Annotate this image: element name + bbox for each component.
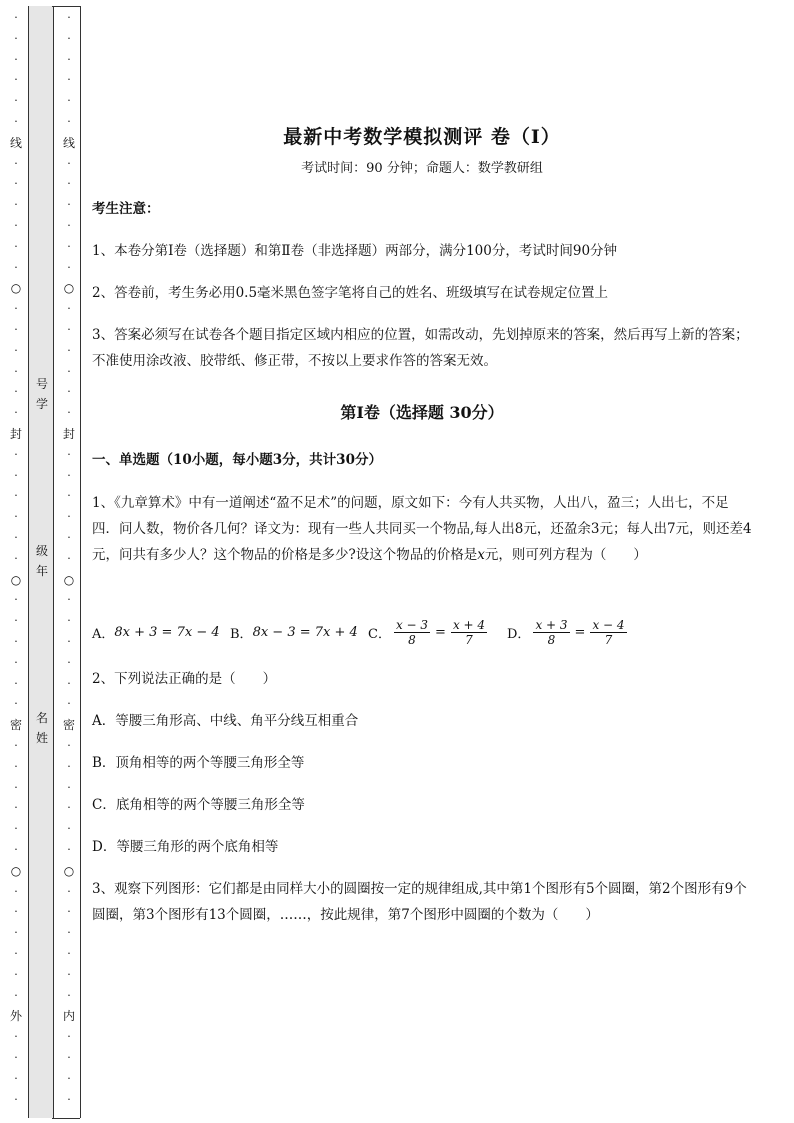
left-seal-dot: · <box>14 11 18 24</box>
right-seal-dot: · <box>67 593 71 607</box>
left-seal-label-3: 封 <box>9 427 22 441</box>
question-1-stem: 1、《九章算术》中有一道阐述“盈不足术”的问题，原文如下：今有人共买物，人出八，盈三；人出七，不足四．问人数，物价各几何？译文为：现有一些人共同买一个物品,每人出8元，还盈余3元；每人出7元，则还差4元，问共有多少人？这个物品的价格是多少?设这个物品的价格是 <box>92 495 752 563</box>
option-c-fraction-right: $\frac{x + 4}{7}$ <box>452 617 486 647</box>
left-seal-dot: · <box>14 614 18 628</box>
right-seal-dot: · <box>67 468 71 482</box>
left-seal-line <box>9 0 23 1123</box>
right-seal-dot: · <box>67 115 71 128</box>
notice-item-2: 2、答卷前，考生务必用0.5毫米黑色签字笔将自己的姓名、班级填写在试卷规定位置上 <box>92 285 609 301</box>
right-seal-label-6: ○ <box>63 863 75 878</box>
binding-margin <box>0 0 86 1123</box>
left-seal-dot: · <box>14 447 18 461</box>
right-seal-dot: · <box>67 156 71 170</box>
left-seal-dot: · <box>14 697 18 711</box>
right-seal-dot: · <box>67 323 71 336</box>
right-seal-label-7: 内 <box>62 1009 75 1024</box>
right-seal-dot: · <box>67 697 71 711</box>
right-seal-label-3: 封 <box>62 427 75 441</box>
left-seal-label-5: 密 <box>9 718 22 733</box>
right-seal-dot: · <box>67 531 71 544</box>
left-seal-dot: · <box>14 676 18 690</box>
left-seal-label-6: ○ <box>10 863 22 878</box>
field-label-ming: 名 <box>35 711 48 725</box>
left-seal-dot: · <box>14 302 18 316</box>
field-label-xue: 学 <box>35 397 48 411</box>
page-title: 最新中考数学模拟测评 卷（Ⅰ） <box>283 126 561 148</box>
question-1-variable: x <box>477 547 485 563</box>
right-seal-label-1: 线 <box>62 135 75 150</box>
left-seal-dot: · <box>14 926 18 940</box>
right-seal-dot: · <box>67 94 71 108</box>
right-seal-dot: · <box>67 364 71 378</box>
notice-item-1: 1、本卷分第Ⅰ卷（选择题）和第Ⅱ卷（非选择题）两部分，满分100分，考试时间90分钟 <box>92 243 618 259</box>
left-seal-dot: · <box>14 489 18 503</box>
right-seal-dot: · <box>67 905 71 919</box>
question-3-stem: 3、观察下列图形：它们都是由同样大小的圆圈按一定的规律组成,其中第1个图形有5个圆圈，第2个图形有9个圆圈，第3个图形有13个圆圈，……，按此规律，第7个图形中圆圈的个数为（ ） <box>92 881 747 923</box>
right-seal-dot: · <box>67 884 71 898</box>
left-seal-dot: · <box>14 385 18 399</box>
question-1-stem-end: 元，则可列方程为（ ） <box>484 547 647 563</box>
exam-info: 考试时间：90 分钟；命题人：数学教研组 <box>301 161 543 176</box>
question-1-options <box>92 614 752 650</box>
left-seal-dot: · <box>14 905 18 919</box>
question-2-stem: 2、下列说法正确的是（ ） <box>92 671 277 687</box>
left-seal-dot: · <box>14 822 18 836</box>
left-seal-dot: · <box>14 73 18 87</box>
left-seal-dot: · <box>14 156 18 170</box>
right-seal-dot: · <box>67 489 71 503</box>
left-seal-dot: · <box>14 551 18 565</box>
right-seal-dot: · <box>67 239 71 253</box>
left-seal-dot: · <box>14 655 18 669</box>
left-seal-label-1: 线 <box>9 135 22 150</box>
left-seal-dot: · <box>14 988 18 1002</box>
left-seal-label-4: ○ <box>10 572 22 587</box>
part-heading: 一、单选题（10小题，每小题3分，共计30分） <box>92 452 382 468</box>
right-seal-dot: · <box>67 1051 71 1064</box>
question-2-option-a[interactable]: A．等腰三角形高、中线、角平分线互相重合 <box>92 713 359 729</box>
left-seal-dot: · <box>14 177 18 191</box>
left-seal-dot: · <box>14 343 18 357</box>
option-d[interactable]: D． $\frac{x + 3}{8}$ = $\frac{x - 4}{7}$ <box>507 617 625 647</box>
question-2-option-b[interactable]: B．顶角相等的两个等腰三角形全等 <box>92 755 305 771</box>
left-seal-dot: · <box>14 635 18 648</box>
right-seal-dot: · <box>67 780 71 794</box>
right-seal-dot: · <box>67 31 71 45</box>
left-seal-dot: · <box>14 801 18 815</box>
notice-heading: 考生注意： <box>92 201 160 217</box>
right-seal-dot: · <box>67 447 71 461</box>
right-seal-dot: · <box>67 843 71 856</box>
left-seal-dot: · <box>14 260 18 274</box>
option-b-expression: 8x − 3 = 7x + 4 <box>252 624 358 640</box>
option-c[interactable]: C． $\frac{x - 3}{8}$ = $\frac{x + 4}{7}$ <box>368 617 486 647</box>
left-seal-dot: · <box>14 364 18 378</box>
left-seal-dot: · <box>14 52 18 66</box>
left-seal-dot: · <box>14 1030 18 1044</box>
option-b[interactable]: B． 8x − 3 = 7x + 4 <box>230 624 358 642</box>
right-seal-dot: · <box>67 219 71 232</box>
right-seal-dot: · <box>67 1092 71 1106</box>
left-seal-dot: · <box>14 593 18 607</box>
left-seal-dot: · <box>14 843 18 856</box>
right-seal-dot: · <box>67 343 71 357</box>
field-label-xing: 姓 <box>35 731 48 745</box>
right-seal-dot: · <box>67 385 71 399</box>
left-seal-dot: · <box>14 31 18 45</box>
left-seal-label-2: ○ <box>10 281 22 296</box>
left-seal-dot: · <box>14 780 18 794</box>
right-seal-line <box>62 0 76 1123</box>
field-label-ji: 级 <box>35 544 48 558</box>
right-seal-dot: · <box>67 406 71 420</box>
right-seal-dot: · <box>67 1030 71 1044</box>
right-seal-dot: · <box>67 926 71 940</box>
notice-item-3: 3、答案必须写在试卷各个题目指定区域内相应的位置，如需改动，先划掉原来的答案，然后再写上新的答案；不准使用涂改液、胶带纸、修正带，不按以上要求作答的答案无效。 <box>92 327 749 369</box>
right-seal-dot: · <box>67 198 71 212</box>
option-d-fraction-left: $\frac{x + 3}{8}$ <box>535 617 568 647</box>
right-seal-dot: · <box>67 11 71 24</box>
right-seal-dot: · <box>67 177 71 191</box>
option-d-fraction-right: $\frac{x - 4}{7}$ <box>592 617 625 647</box>
question-2-option-c[interactable]: C．底角相等的两个等腰三角形全等 <box>92 797 305 813</box>
option-a[interactable]: A． 8x + 3 = 7x − 4 <box>92 624 220 642</box>
left-seal-dot: · <box>14 219 18 232</box>
question-1 <box>92 490 752 568</box>
left-seal-dot: · <box>14 323 18 336</box>
option-c-fraction-left: $\frac{x - 3}{8}$ <box>395 617 429 647</box>
section-title: 第Ⅰ卷（选择题 30分） <box>340 403 504 422</box>
right-seal-dot: · <box>67 947 71 960</box>
right-seal-dot: · <box>67 1071 71 1085</box>
left-seal-dot: · <box>14 531 18 544</box>
right-seal-dot: · <box>67 510 71 524</box>
left-seal-dot: · <box>14 884 18 898</box>
left-seal-dot: · <box>14 1071 18 1085</box>
right-seal-label-5: 密 <box>62 718 75 733</box>
right-seal-dot: · <box>67 967 71 981</box>
left-seal-dot: · <box>14 468 18 482</box>
option-a-expression: 8x + 3 = 7x − 4 <box>114 624 220 640</box>
right-seal-dot: · <box>67 822 71 836</box>
right-seal-dot: · <box>67 655 71 669</box>
right-seal-dot: · <box>67 52 71 66</box>
right-seal-dot: · <box>67 988 71 1002</box>
right-seal-dot: · <box>67 614 71 628</box>
left-seal-dot: · <box>14 239 18 253</box>
right-seal-dot: · <box>67 73 71 87</box>
left-seal-dot: · <box>14 198 18 212</box>
left-seal-dot: · <box>14 406 18 420</box>
left-seal-dot: · <box>14 739 18 752</box>
right-seal-label-4: ○ <box>63 572 75 587</box>
right-seal-label-2: ○ <box>63 281 75 296</box>
right-seal-dot: · <box>67 260 71 274</box>
left-seal-dot: · <box>14 759 18 773</box>
left-seal-dot: · <box>14 94 18 108</box>
left-seal-dot: · <box>14 1092 18 1106</box>
field-label-nian: 年 <box>35 564 48 578</box>
left-seal-dot: · <box>14 967 18 981</box>
left-seal-label-7: 外 <box>9 1009 22 1024</box>
right-seal-dot: · <box>67 759 71 773</box>
right-seal-dot: · <box>67 739 71 752</box>
left-seal-dot: · <box>14 115 18 128</box>
left-seal-dot: · <box>14 510 18 524</box>
right-seal-dot: · <box>67 801 71 815</box>
left-seal-dot: · <box>14 947 18 960</box>
right-seal-dot: · <box>67 676 71 690</box>
question-2-option-d[interactable]: D．等腰三角形的两个底角相等 <box>92 839 279 855</box>
student-info-strip <box>28 6 54 1118</box>
right-seal-dot: · <box>67 302 71 316</box>
right-seal-dot: · <box>67 635 71 648</box>
right-seal-dot: · <box>67 551 71 565</box>
left-seal-dot: · <box>14 1051 18 1064</box>
field-label-hao: 号 <box>35 377 48 391</box>
